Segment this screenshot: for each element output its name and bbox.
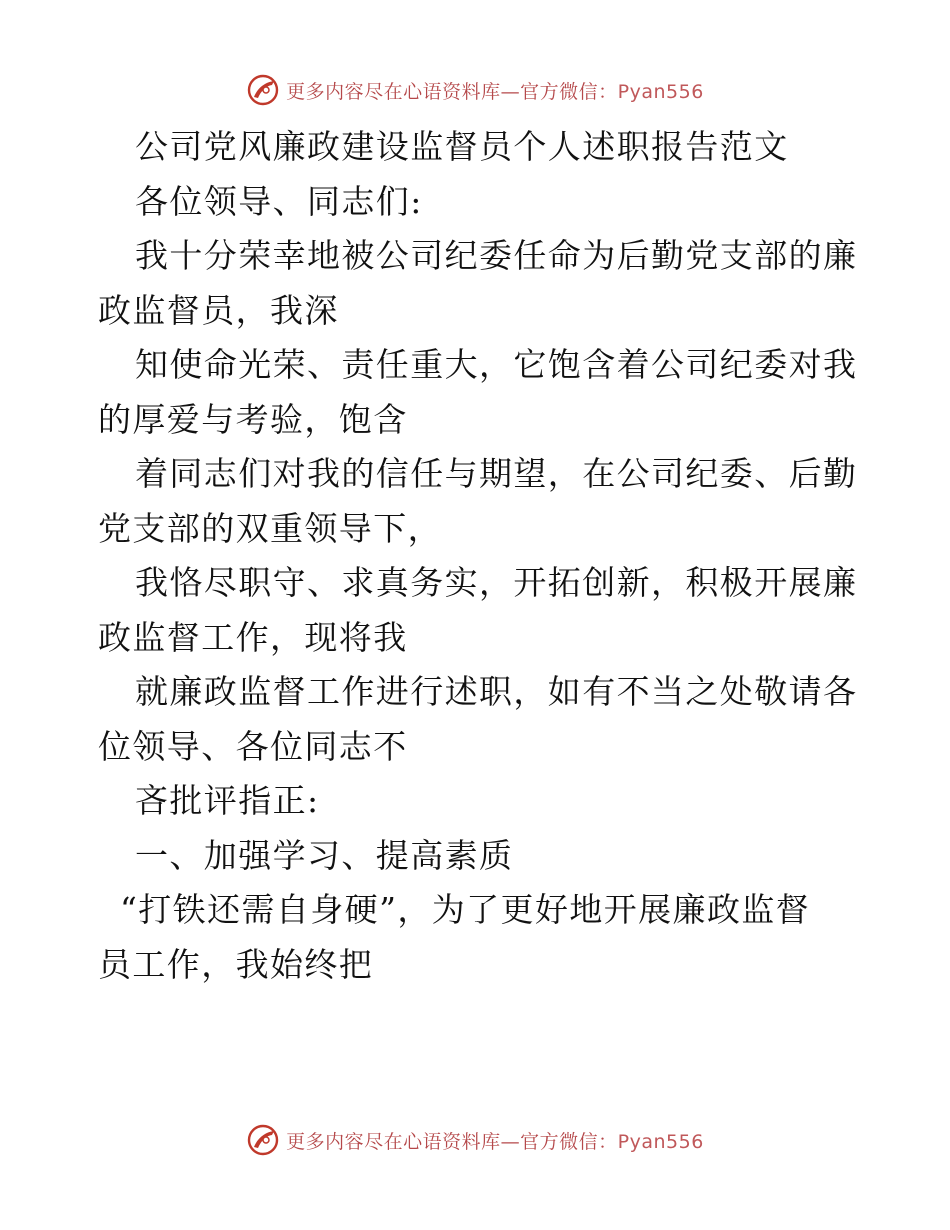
pen-logo-icon [246, 73, 280, 107]
wechat-id: Pyan556 [617, 80, 704, 103]
banner-text [286, 1127, 704, 1154]
document-body [98, 120, 858, 992]
pen-logo-icon [246, 1123, 280, 1157]
header-banner [0, 70, 950, 110]
body-line: 的厚爱与考验，饱含 [98, 399, 408, 439]
salutation: 各位领导、同志们: [135, 181, 423, 221]
body-line: 政监督员，我深 [98, 290, 339, 330]
body-line: 位领导、各位同志不 [98, 726, 408, 766]
body-line: 党支部的双重领导下， [98, 508, 442, 548]
body-line: “打铁还需自身硬”，为了更好地开展廉政监督 [120, 890, 811, 929]
body-line: 就廉政监督工作进行述职，如有不当之处敬请各 [135, 672, 858, 711]
section-heading: 一、加强学习、提高素质 [135, 835, 514, 875]
body-line: 我十分荣幸地被公司纪委任命为后勤党支部的廉 [135, 236, 858, 275]
body-line: 我恪尽职守、求真务实，开拓创新，积极开展廉 [135, 563, 858, 602]
body-line: 着同志们对我的信任与期望，在公司纪委、后勤 [135, 454, 858, 493]
footer-banner [0, 1120, 950, 1160]
banner-text [286, 77, 704, 104]
body-line: 知使命光荣、责任重大，它饱含着公司纪委对我 [135, 345, 858, 384]
body-line: 吝批评指正: [135, 781, 320, 820]
banner-slogan: 更多内容尽在心语资料库—官方微信： [286, 1130, 618, 1153]
body-line: 员工作，我始终把 [98, 944, 374, 984]
wechat-id: Pyan556 [617, 1130, 704, 1153]
document-title: 公司党风廉政建设监督员个人述职报告范文 [135, 127, 789, 166]
banner-slogan: 更多内容尽在心语资料库—官方微信： [286, 80, 618, 103]
body-line: 政监督工作，现将我 [98, 617, 408, 657]
